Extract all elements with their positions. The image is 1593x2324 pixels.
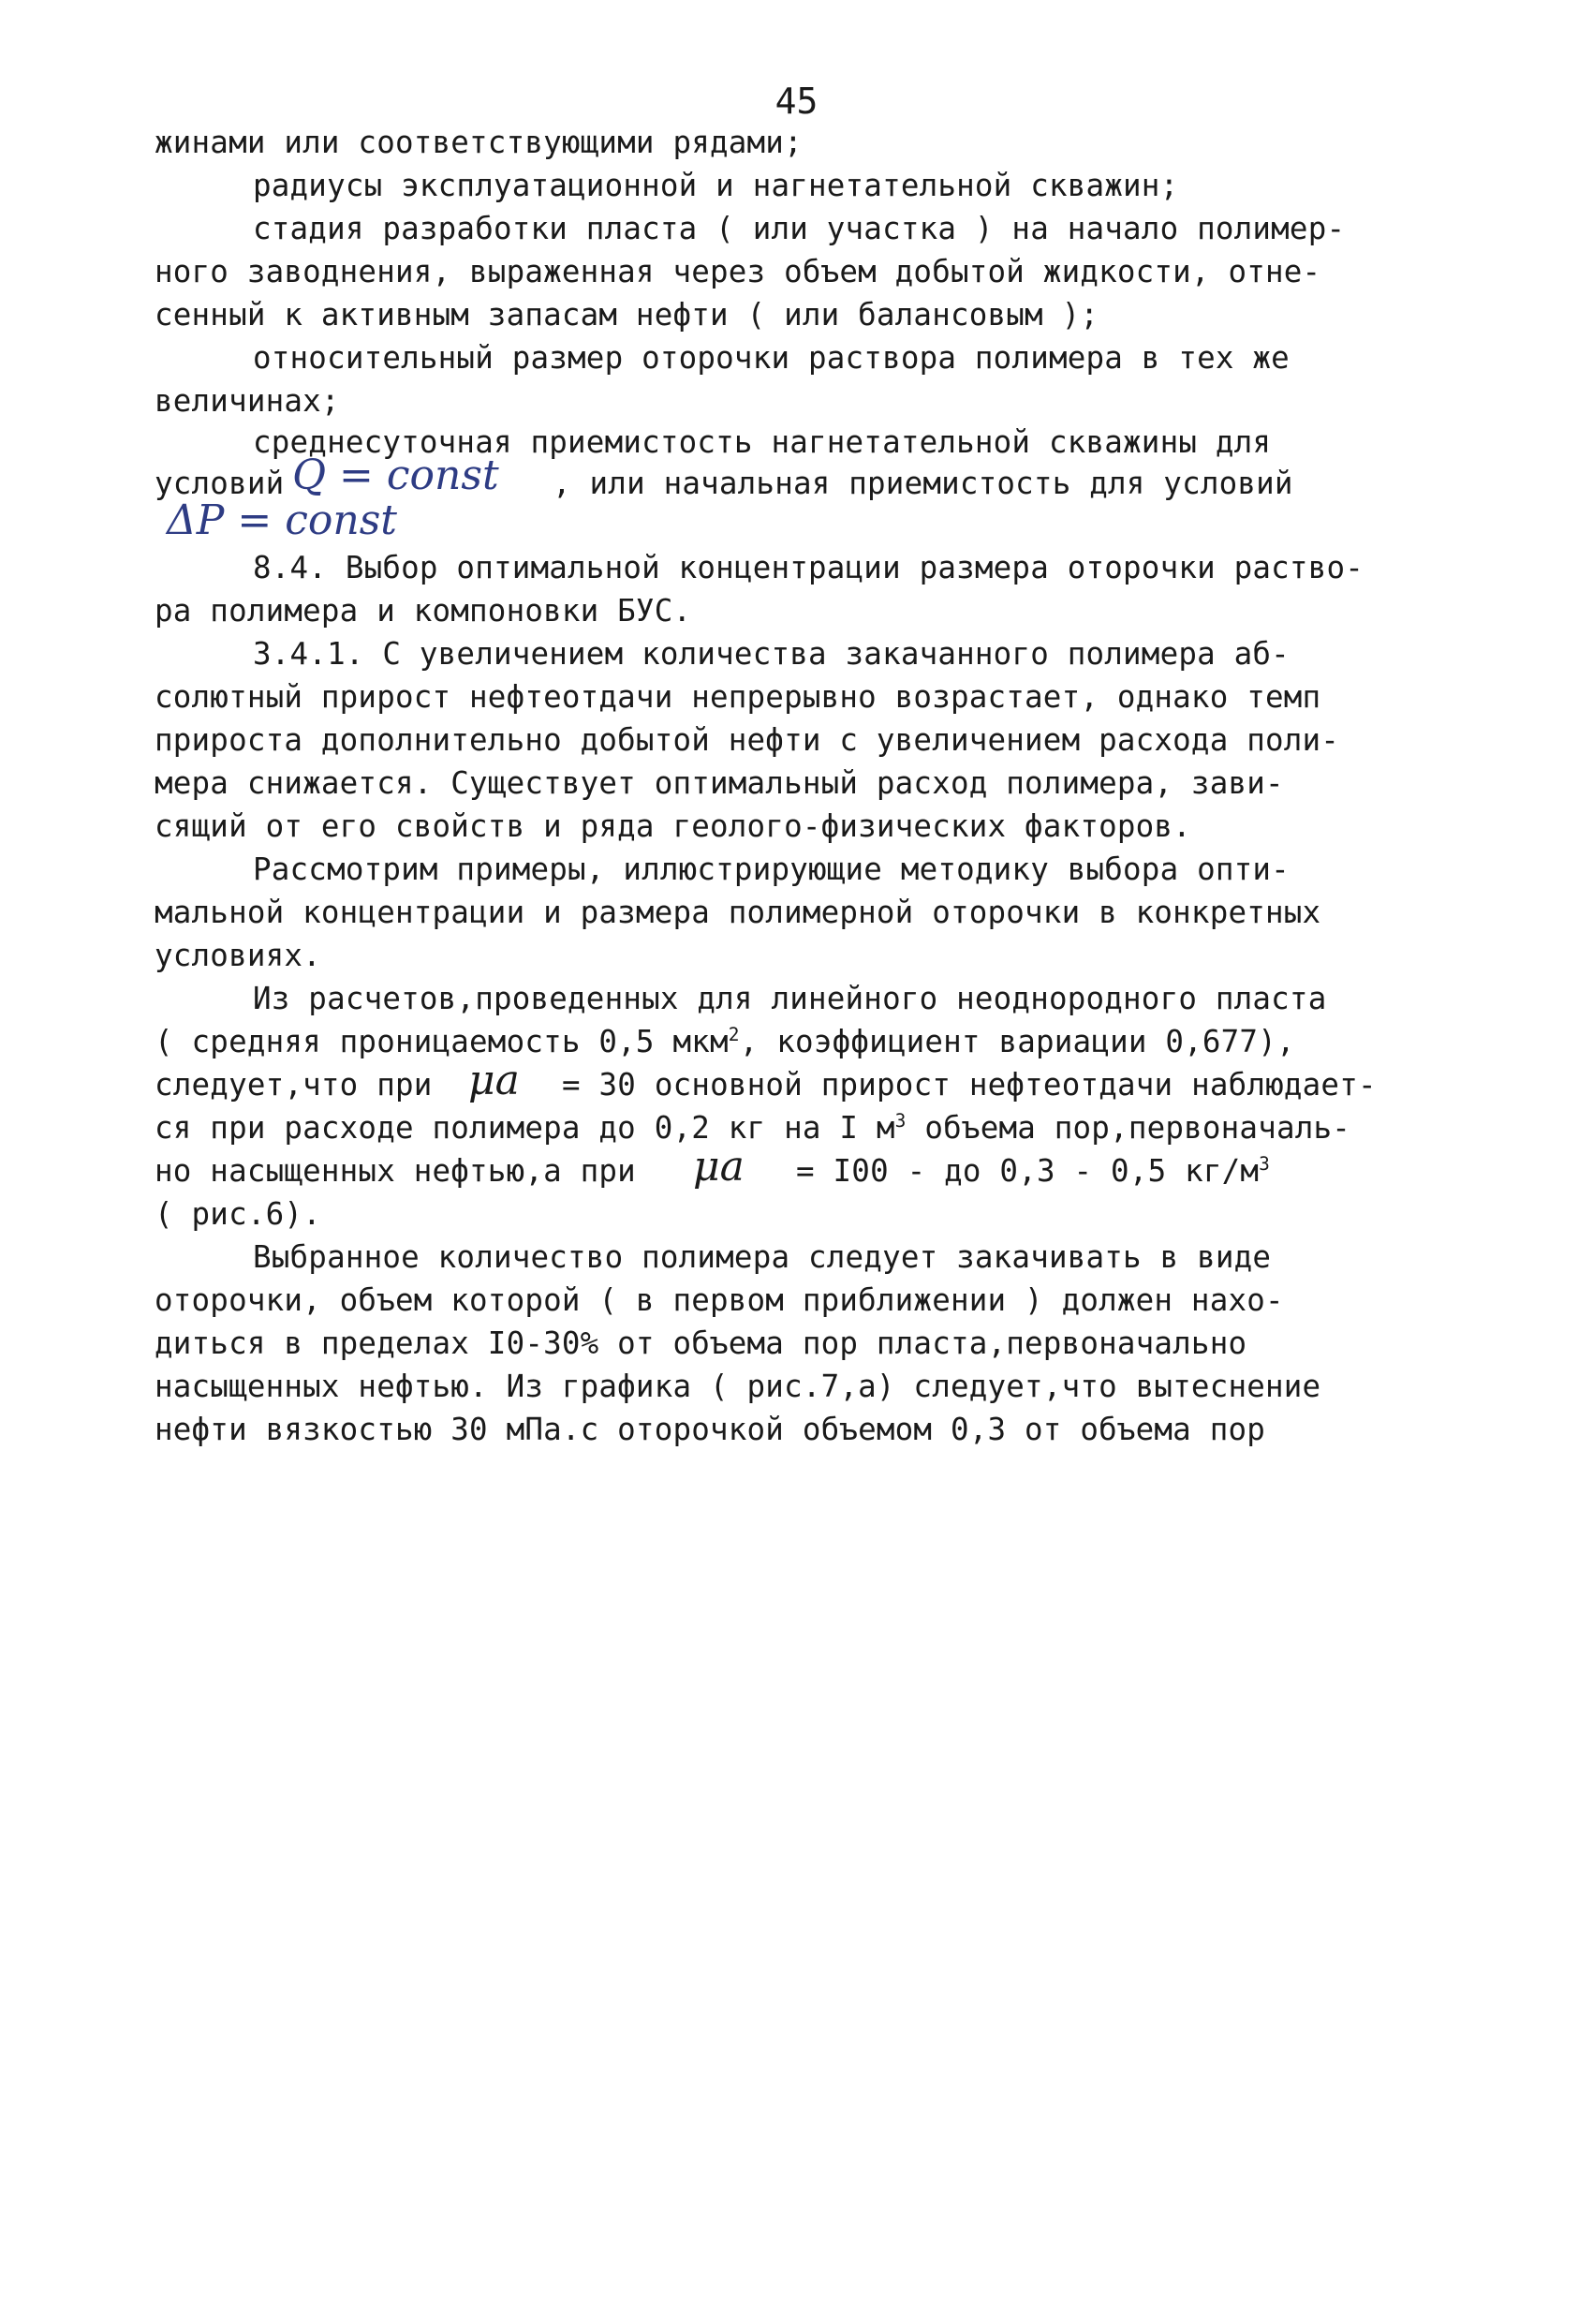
text-line: жинами или соответствующими рядами; [155,125,803,160]
text-line: Из расчетов,проведенных для линейного неоднородного пласта [253,981,1327,1016]
text-line: среднесуточная приемистость нагнетательной скважины для [253,424,1272,460]
handwritten-formula: ΔP = const [167,496,397,544]
text-line: мера снижается. Существует оптимальный расход полимера, зави- [155,765,1284,801]
text-line: солютный прирост нефтеотдачи непрерывно возрастает, однако темп [155,679,1321,715]
text-line: ного заводнения, выраженная через объем добытой жидкости, отне- [155,254,1321,289]
text-line: относительный размер оторочки раствора полимера в тех же [253,340,1290,376]
mu-symbol: μa [468,1057,520,1104]
handwritten-formula: Q = const [292,451,499,499]
section-heading: ра полимера и компоновки БУС. [155,593,692,629]
text-line: насыщенных нефтью. Из графика ( рис.7,а) следует,что вытеснение [155,1369,1321,1404]
text-line: стадия разработки пласта ( или участка ) на начало полимер- [253,211,1346,246]
page-number: 45 [774,81,819,122]
text-line: = 30 основной прирост нефтеотдачи наблюдает- [562,1067,1377,1103]
mu-symbol: μa [693,1143,745,1191]
text-line: сенный к активным запасам нефти ( или балансовым ); [155,297,1099,333]
section-heading: 8.4. Выбор оптимальной концентрации размера оторочки раство- [253,550,1364,585]
text-line: оторочки, объем которой ( в первом приближении ) должен нахо- [155,1282,1284,1318]
text-line: следует,что при [155,1067,433,1103]
text-line: Выбранное количество полимера следует закачивать в виде [253,1239,1272,1275]
text-line: ( средняя проницаемость 0,5 мкм$^2$, коэффициент вариации 0,677), [155,1024,1295,1059]
text-line: = I00 - до 0,3 - 0,5 $кг/м^3$ [796,1153,1271,1189]
text-line: сящий от его свойств и ряда геолого-физических факторов. [155,808,1191,844]
text-line: Рассмотрим примеры, иллюстрирующие методику выбора опти- [253,851,1290,887]
text-line: величинах; [155,383,340,419]
text-line: но насыщенных нефтью,а при [155,1153,636,1189]
text-line: нефти вязкостью 30 мПа.с оторочкой объемом 0,3 от объема пор [155,1412,1265,1447]
text-line: условиях. [155,938,321,973]
text-line: условий [155,466,285,501]
text-line: прироста дополнительно добытой нефти с увеличением расхода поли- [155,722,1340,758]
text-line: ( рис.6). [155,1196,321,1232]
text-line: ся при расходе полимера до 0,2 кг на I $м^3$ объема пор,первоначаль- [155,1110,1351,1146]
text-line: диться в пределах I0-30% от объема пор пласта,первоначально [155,1325,1247,1361]
text-line: мальной концентрации и размера полимерной оторочки в конкретных [155,895,1321,930]
text-line: радиусы эксплуатационной и нагнетательной скважин; [253,168,1179,203]
text-line: , или начальная приемистость для условий [553,466,1293,501]
text-line: 3.4.1. С увеличением количества закачанного полимера аб- [253,636,1290,672]
